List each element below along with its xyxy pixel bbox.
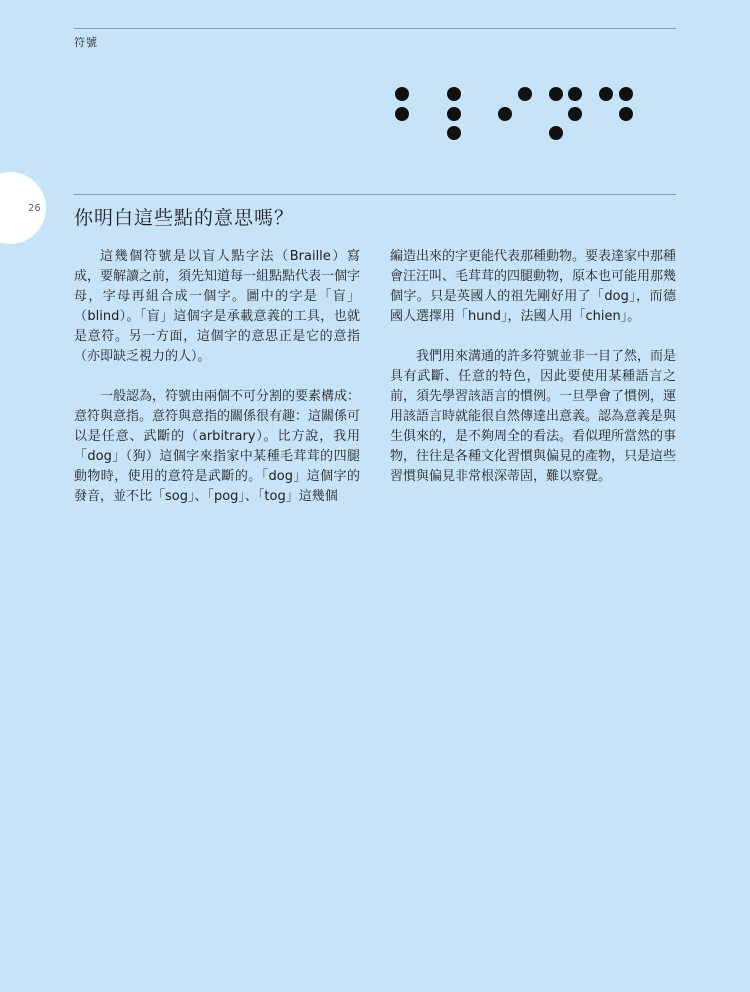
braille-dot (549, 126, 563, 140)
paragraph: 一般認為，符號由兩個不可分割的要素構成：意符與意指。意符與意指的關係很有趣：這關係可以是任意、武斷的（arbitrary）。比方說，我用「dog」（狗）這個字來指家中某種毛茸茸的四腿動物時，使用的意符是武斷的。「dog」這個字的發音，並不比「sog」、「pog」、「tog」這幾個 (74, 389, 361, 504)
braille-dot (549, 87, 563, 101)
braille-dot (447, 87, 461, 101)
article-heading: 你明白這些點的意思嗎？ (74, 207, 295, 229)
braille-dot (518, 87, 532, 101)
braille-cell-b (395, 87, 409, 121)
braille-dot (498, 107, 512, 121)
braille-dot (447, 126, 461, 140)
page-number: 26 (28, 203, 41, 214)
braille-cell-d (599, 87, 633, 121)
right-column (390, 247, 676, 507)
braille-dot (447, 107, 461, 121)
braille-cell-i (498, 87, 532, 121)
braille-dot (568, 107, 582, 121)
paragraph: 這幾個符號是以盲人點字法（Braille）寫成，要解讀之前，須先知道每一組點點代表一個字母，字母再組合成一個字。圖中的字是「盲」（blind）。「盲」這個字是承載意義的工具，也就是意符。另一方面，這個字的意思正是它的意指（亦即缺乏視力的人）。 (74, 249, 361, 364)
braille-cell-l (447, 87, 461, 140)
paragraph: 編造出來的字更能代表那種動物。要表達家中那種會汪汪叫、毛茸茸的四腿動物，原本也可能用那幾個字。只是英國人的祖先剛好用了「dog」，而德國人選擇用「hund」，法國人用「chien」。 (390, 249, 677, 324)
running-head: 符號 (74, 36, 98, 49)
braille-dot (568, 87, 582, 101)
braille-cell-n (549, 87, 582, 140)
paragraph: 我們用來溝通的許多符號並非一目了然，而是具有武斷、任意的特色，因此要使用某種語言之前，須先學習該語言的慣例。一旦學會了慣例，運用該語言時就能很自然傳達出意義。認為意義是與生俱來的，是不夠周全的看法。看似理所當然的事物，往往是各種文化習慣與偏見的產物，只是這些習慣與偏見非常根深蒂固，難以察覺。 (390, 349, 677, 484)
braille-dot (395, 87, 409, 101)
braille-dot (395, 107, 409, 121)
braille-dot (619, 107, 633, 121)
braille-dot (599, 87, 613, 101)
header-rule (74, 28, 676, 29)
braille-dot (619, 87, 633, 101)
section-rule (74, 194, 676, 195)
braille-illustration (380, 80, 650, 150)
left-column (74, 247, 360, 527)
